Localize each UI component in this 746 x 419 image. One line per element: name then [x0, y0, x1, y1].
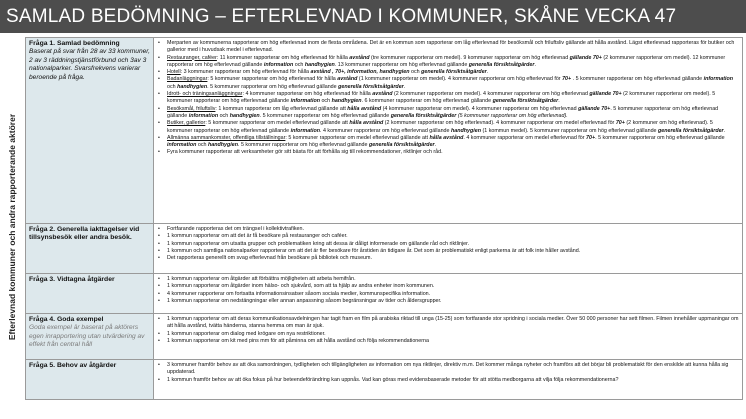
list-item: • Hotell: 3 kommuner rapporterar om hög efterlevnad för hålla avstånd , 70+, information, handhygien och generella försiktsåtgärder.	[157, 69, 739, 76]
list-item: • Butiker, gallerior: 5 kommuner rapporterar om medel efterlevnad gällande att hålla avstånd (2 kommuner rapporterar om hög efterlevnad). 4 kommuner rapporterar om medel efterlevnad för 70+ (2 kommuner om hög efterlevnad). 5 kommuner rapporterar om hög efterlevnad gällande information. 4 kommuner rapporterar om hög efterlevnad gällande handhygien (1 kommun medel). 5 kommuner rapporterar om hög efterlevnad gällande generella försiktsåtgärder.	[157, 120, 739, 135]
list-item: • Badanläggningar: 5 kommuner rapporterar om hög efterlevnad för hålla avstånd (1 kommuner rapporterar om medel). 4 kommuner rapporterar om hög efterlevnad för 70+ . 5 kommuner rapporterar om hög efterlevnad gällande information och handhygien. 5 kommuner rapporterar om hög efterlevnad gällande generella försiktsåtgärder.	[157, 76, 739, 91]
answer-cell	[154, 224, 743, 274]
question-title: Fråga 5. Behov av åtgärder	[29, 362, 117, 369]
table-row	[26, 360, 743, 400]
list-item: • 4 kommuner rapporterar om fortsatta informationsinsatser såsom sociala medier, kommunspecifika information.	[157, 291, 739, 298]
list-item: • 1 kommun och samtliga nationalparker rapporterar om att det är fler besökare för årstiden än tidigare år. Det som är problematiskt enligt parkerna är att folk inte håller avstånd.	[157, 248, 739, 255]
list-item: • 1 kommun rapporterar om att det är få besökare på restauranger och caféer.	[157, 233, 739, 240]
question-subtitle: Baserat på svar från 28 av 33 kommuner, 2 av 3 räddningstjänstförbund och 3av 3 nationalparker. Svarsfrekvens varierar beroende på fråga.	[29, 48, 150, 81]
side-label-text: Efterlevnad kommuner och andra rapporterande aktörer	[7, 113, 18, 340]
table-row	[26, 274, 743, 314]
list-item: • 1 kommun rapporterar om dialog med krögare om nya restriktioner.	[157, 331, 739, 338]
list-item: • 1 kommun rapporterar om nedstängningar eller annan anpassning såsom begränsningar av tider och åldersgrupper.	[157, 298, 739, 305]
table-row	[26, 224, 743, 274]
question-cell	[26, 274, 154, 314]
answer-list	[157, 316, 739, 345]
list-item: • 1 kommun rapporterar om åtgärder inom hälso- och sjukvård, som att ta hjälp av andra enheter inom kommunen.	[157, 283, 739, 290]
question-title: Fråga 2. Generella iakttagelser vid tillsynsbesök eller andra besök.	[29, 226, 140, 242]
list-item: • Restauranger, caféer: 11 kommuner rapporterar om hög efterlevnad för hålla avstånd (tre kommuner rapporterar om medel). 9 kommuner rapporterar om hög efterlevnad gällande 70+ (2 kommuner rapporterar om medel). 12 kommuner rapporterar om hög efterlevnad gällande information och handhygien. 13 kommuner rapporterar om hög efterlevnad gällande generella försiktsåtgärder.	[157, 55, 739, 70]
list-item: • Besöksmål, friluftsliv: 1 kommun rapporterar om låg efterlevnad gällande att hålla avstånd (4 kommuner rapporterar om medel). 4 kommuner rapporterar om hög efterlevnad gällande 70+. 5 kommuner rapporterar om hög efterlevnad gällande information och handhygien. 5 kommuner rapporterar om hög efterlevnad gällande generella försiktsåtgärder (5 kommuner rapporterar om hög efterlevnad).	[157, 106, 739, 121]
list-item: • 1 kommun framför behov av att öka fokus på hur beteendeförändring kan uppnås. Vad kan göras med evidensbaserade metoder för att stötta medborgarna att vilja följa rekommendationerna?	[157, 377, 739, 384]
answer-list	[157, 226, 739, 262]
question-cell	[26, 38, 154, 224]
list-item: • 3 kommuner framför behov av att öka samordningen, tydligheten och tillgängligheten av information om nya riktlinjer, direktiv m.m. Det kommer många nyheter och framförs att det börjar bli problematiskt för den enskilde att kunna hålla sig uppdaterad.	[157, 362, 739, 377]
assessment-table	[25, 37, 743, 400]
question-cell	[26, 224, 154, 274]
list-item: • Fyra kommuner rapporterar att verksamheter gör sitt bästa för att förhålla sig till rekommendationer, riktlinjer och råd.	[157, 149, 739, 156]
list-item: • Allmänna sammankomster, offentliga tillställningar: 5 kommuner rapporterar om medel efterlevnad gällande att hålla avstånd. 4 kommuner rapporterar om medel efterlevnad för 70+. 5 kommuner rapporterar om hög efterlevnad gällande information och handhygien. 5 kommuner rapporterar om hög efterlevnad gällande generella försiktsåtgärder.	[157, 135, 739, 150]
answer-cell	[154, 314, 743, 360]
answer-list	[157, 276, 739, 305]
answer-list	[157, 362, 739, 384]
question-cell	[26, 360, 154, 400]
table-row	[26, 314, 743, 360]
answer-cell	[154, 38, 743, 224]
list-item: • Fortfarande rapporteras det om trängsel i kollektivtrafiken.	[157, 226, 739, 233]
question-title: Fråga 1. Samlad bedömning	[29, 40, 120, 47]
table-row	[26, 38, 743, 224]
question-title: Fråga 3. Vidtagna åtgärder	[29, 276, 115, 283]
question-subtitle: Goda exempel är baserat på aktörers egen inrapportering utan utvärdering av effekt från central håll	[29, 324, 145, 349]
list-item: • Idrott- och träningsanläggningar: 4 kommuner rapporterar om hög efterlevnad för hålla avstånd (2 kommuner rapporterar om medel). 4 kommuner rapporterar om hög efterlevnad gällande 70+ (2 kommuner rapporterar om medel). 5 kommuner rapporterar om hög efterlevnad gällande information och handhygien. 6 kommuner rapporterar om hög efterlevnad gällande generella försiktsåtgärder.	[157, 91, 739, 106]
page-title: SAMLAD BEDÖMNING – EFTERLEVNAD I KOMMUNER, SKÅNE VECKA 47	[0, 0, 746, 33]
question-title: Fråga 4. Goda exempel	[29, 316, 104, 323]
question-cell	[26, 314, 154, 360]
list-item: • 1 kommun rapporterar om utsatta grupper och problematiken kring att dessa är dåligt informerade om gällande råd och riktlinjer.	[157, 241, 739, 248]
list-item: • 1 kommun rapporterar om kit med pins mm för att påminna om att hålla avstånd och följa rekommendationerna	[157, 338, 739, 345]
answer-cell	[154, 360, 743, 400]
answer-list	[157, 40, 739, 157]
list-item: • Merparten av kommunerna rapporterar om hög efterlevnad inom de flesta områdena. Det är en kommun som rapporterar om låg efterlevnad för besöksmål och friluftsliv gällande att hålla avstånd. Lägst efterlevnad rapporteras för butiker och gallerior med i huvudsak medel i efterlevnad.	[157, 40, 739, 55]
list-item: • Det rapporteras generellt om svag efterlevnad från besökare på bibliotek och museum.	[157, 255, 739, 262]
list-item: • 1 kommun rapporterar om att deras kommunikationsavdelningen har tagit fram en film på arabiska riktad till unga (15-25) som fortfarande stor spridning i sociala medier. Över 50 000 personer har sett filmen. Filmen innehåller uppmaningar om att hålla avstånd, tvätta händerna, stanna hemma om man är sjuk.	[157, 316, 739, 331]
answer-cell	[154, 274, 743, 314]
list-item: • 1 kommun rapporterar om åtgärder att förbättra möjligheten att arbeta hemifrån.	[157, 276, 739, 283]
side-label	[2, 37, 22, 416]
